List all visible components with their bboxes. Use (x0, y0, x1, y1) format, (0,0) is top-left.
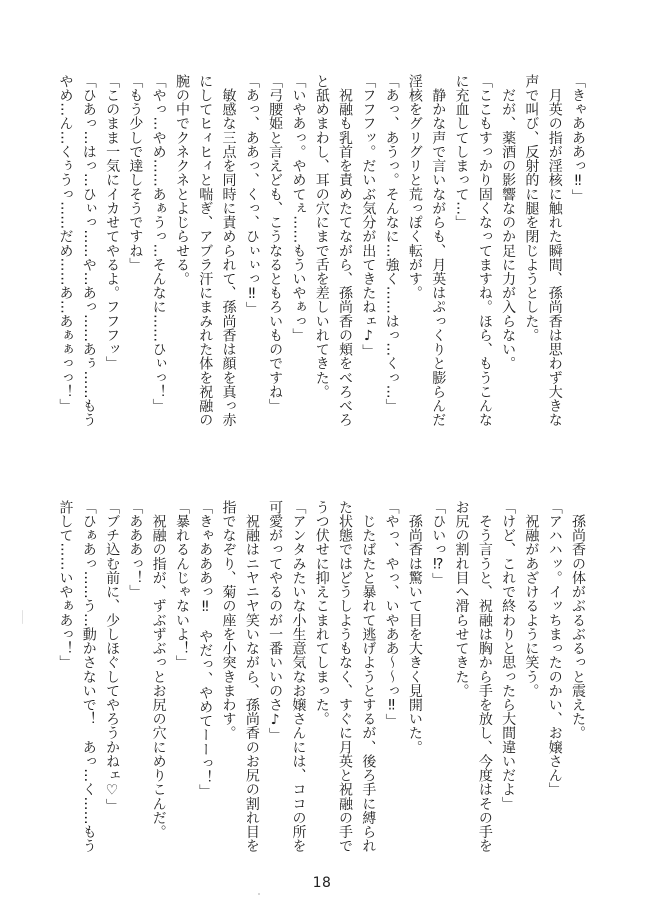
text-line: 敏感な三点を同時に責められて、孫尚香は顔を真っ赤 (220, 74, 237, 427)
text-line: 許して……いやぁあっ！」 (57, 500, 74, 670)
text-line: だが、薬酒の影響なのか足に力が入らない。 (500, 74, 517, 371)
text-line: やめ…ん…くぅうっ……だめ……あ…あぁぁっっ！」 (57, 74, 74, 413)
text-line: 「このまま一気にイカせてやるよ。フフフッ」 (104, 74, 121, 371)
text-line: お尻の割れ目へ滑らせてきた。 (453, 500, 470, 698)
text-line: 孫尚香は驚いて目を大きく見開いた。 (406, 500, 423, 755)
text-line: そう言うと、祝融は胸から手を放し、今度はその手を (476, 500, 493, 853)
bottom-text-block (53, 500, 589, 858)
text-line: 「やっ…やめ……あぁうっ…そんなに……ひぃっ！」 (150, 74, 167, 413)
text-line: 「いやあっ。やめてぇ……もういやぁっ」 (290, 74, 307, 343)
top-text-block (53, 74, 589, 432)
text-line: 祝融はニヤニヤ笑いながら、孫尚香のお尻の割れ目を (243, 500, 260, 853)
text-line: 「きゃあああっ‼」 (570, 74, 586, 204)
text-line: と舐めまわし、耳の穴にまで舌を差しいれてきた。 (313, 74, 330, 399)
text-line: 「あああっ！」 (127, 500, 144, 599)
text-line: 淫核をグリグリと荒っぽく転がす。 (406, 74, 423, 300)
scan-speck (258, 893, 260, 895)
text-line: にしてヒィヒィと喘ぎ、アブラ汗にまみれた体を祝融の (197, 74, 214, 427)
text-line: 祝融の指が、ずぶずぶっとお尻の穴にめりこんだ。 (150, 500, 167, 839)
text-line: 「けど、これで終わりと思ったら大間違いだよ」 (500, 500, 517, 811)
text-line: 声で叫び、反射的に腿を閉じようとした。 (523, 74, 540, 343)
text-line: 「あっ、あうっ。そんなに…強く……はっ…くっ…」 (383, 74, 400, 413)
text-line: 「アハハッ。イッちまったのかい、お嬢さん」 (546, 500, 563, 797)
text-line: 「弓腰姫と言えども、こうなるともろいものですね」 (267, 74, 284, 413)
text-line: 孫尚香の体がぶるぶるっと震えた。 (570, 500, 586, 741)
text-line: 祝融があざけるように笑う。 (523, 500, 540, 698)
text-line: 「ここもすっかり固くなってますね。ほら、もうこんな (476, 74, 493, 427)
text-line: 可愛がってやるのが一番いいのさ♪」 (267, 500, 284, 743)
text-line: 月英の指が淫核に触れた瞬間、孫尚香は思わず大きな (546, 74, 563, 427)
text-line: 「もう少しで達しそうですね」 (127, 74, 144, 272)
text-line: 静かな声で言いながらも、月英はぷっくりと膨らんだ (430, 74, 447, 427)
page-number: 18 (312, 875, 332, 891)
text-line: じたばたと暴れて逃げようとするが、後ろ手に縛られ (360, 500, 377, 853)
scan-speck (22, 610, 23, 624)
text-line: 「ひいっ⁉」 (430, 500, 447, 587)
text-line: 「アンタみたいな小生意気なお嬢さんには、ココの所を (290, 500, 307, 853)
text-line: 「ブチ込む前に、少しほぐしてやろうかねェ♡」 (104, 500, 121, 813)
text-line: 「あっ、ああっ、くっ、ひぃぃっ‼」 (243, 74, 260, 317)
text-line: 指でなぞり、菊の座を小突きまわす。 (220, 500, 237, 741)
text-line: うつ伏せに抑えこまれてしまった。 (313, 500, 330, 726)
text-line: 腕の中でクネクネとよじらせる。 (173, 74, 190, 286)
text-line: 「フフフッ。だいぶ気分が出てきたねェ♪」 (360, 74, 377, 359)
text-line: た状態ではどうしようもなく、すぐに月英と祝融の手で (337, 500, 354, 853)
text-line: 「暴れるんじゃないよ！」 (173, 500, 190, 670)
text-line: 「きゃあああっ‼ やだっ、やめてーーっ！」 (197, 500, 214, 799)
text-line: 「ひぁあっ……う…動かさないで！ あっ…く……もう (80, 500, 97, 853)
text-line: に充血してしまって…」 (453, 74, 470, 230)
text-line: 「やっ、やっ、いやああ〜〜っ‼」 (383, 500, 400, 728)
text-line: 祝融も乳首を責めたてながら、孫尚香の頬をべろべろ (337, 74, 354, 427)
text-line: 「ひあっ…はっ…ひぃっ……や…あっ……あぅ……もう (80, 74, 97, 427)
